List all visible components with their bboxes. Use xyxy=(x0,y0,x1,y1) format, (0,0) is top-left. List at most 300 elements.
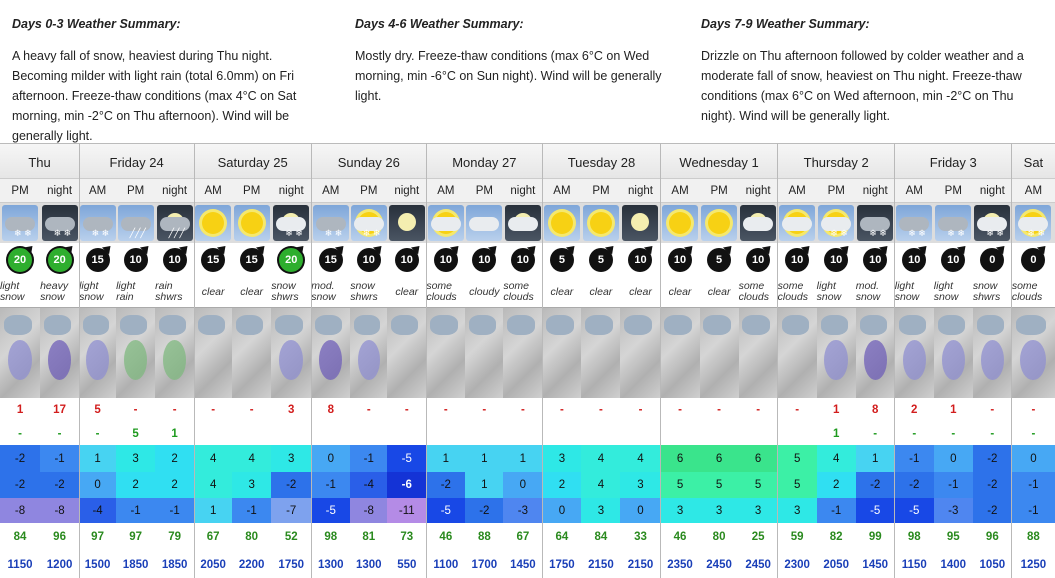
map-image xyxy=(542,308,581,398)
wind-chill-cell: -1 xyxy=(817,498,856,523)
forecast-map xyxy=(194,308,232,398)
wind-arrow-icon: 10 xyxy=(124,248,148,272)
weather-summary-text: some clouds xyxy=(1011,280,1043,303)
wind-chill-cell: -5 xyxy=(311,498,350,523)
freezing-level-value: 2150 xyxy=(588,558,614,571)
forecast-map xyxy=(620,308,660,398)
min-temp-cell: -6 xyxy=(387,472,426,498)
wind-cell xyxy=(387,243,426,277)
weather-icon-cell xyxy=(465,203,503,243)
wind-arrow-icon: 10 xyxy=(511,248,535,272)
max-temp-row xyxy=(0,445,1055,472)
max-temp-cell: 0 xyxy=(934,445,973,472)
sea-shape xyxy=(782,315,809,335)
freezing-level-value: 1450 xyxy=(862,558,889,571)
humidity-value: 96 xyxy=(985,531,999,543)
map-image xyxy=(271,308,311,398)
rain-amount: - xyxy=(95,428,100,440)
map-image xyxy=(426,308,465,398)
precip-overlay xyxy=(707,340,730,381)
rain-amount xyxy=(778,423,817,445)
max-temp-cell: 6 xyxy=(739,445,778,472)
sea-shape xyxy=(159,315,186,335)
humidity-value: 82 xyxy=(829,531,843,543)
max-temp-cell: 3 xyxy=(271,445,311,472)
weather-icon-cell xyxy=(503,203,542,243)
cloud-shape xyxy=(782,217,812,231)
min-temp-cell: 2 xyxy=(817,472,856,498)
weather-icon-cell xyxy=(79,203,116,243)
wind-arrow-icon: 10 xyxy=(163,248,187,272)
day-separator xyxy=(426,143,427,578)
period-label: AM xyxy=(1024,185,1043,197)
weather-icon-cell xyxy=(271,203,311,243)
sun-cloud-icon xyxy=(428,205,464,241)
wind-chill-cell: 3 xyxy=(778,498,817,523)
map-image xyxy=(116,308,155,398)
period-label: AM xyxy=(671,185,689,197)
rain-amount xyxy=(311,423,350,445)
forecast-map xyxy=(817,308,856,398)
day-separator xyxy=(660,143,661,578)
freezing-level-value: 1300 xyxy=(317,558,344,571)
min-temp-cell: 2 xyxy=(116,472,155,498)
precip-overlay xyxy=(628,340,652,381)
min-temp-cell: -2 xyxy=(856,472,895,498)
weather-icon-cell xyxy=(973,203,1012,243)
wind-cell xyxy=(311,243,350,277)
max-temp-cell: -1 xyxy=(40,445,79,472)
max-temp-cell: 1 xyxy=(79,445,116,472)
summary-days-7-9 xyxy=(689,0,1055,143)
humidity-value: 46 xyxy=(673,531,687,543)
max-temp-cell: 1 xyxy=(465,445,503,472)
weather-summary-text: snow shwrs xyxy=(350,280,378,303)
wind-arrow-icon: 10 xyxy=(785,248,809,272)
wind-cell xyxy=(271,243,311,277)
map-image xyxy=(1012,308,1055,398)
snowflake-icon: ❄ ❄ xyxy=(91,228,110,238)
wind-chill-cell: -11 xyxy=(387,498,426,523)
day-separator xyxy=(777,143,778,578)
wind-chill-cell: -3 xyxy=(503,498,542,523)
weather-summary-text: snow shwrs xyxy=(972,280,1001,303)
sun-icon xyxy=(662,205,698,241)
sea-shape xyxy=(507,315,534,335)
weather-summary-text: mod. snow xyxy=(311,280,336,303)
period-label: PM xyxy=(592,185,610,197)
wind-cell xyxy=(1012,243,1055,277)
sun-icon xyxy=(234,205,270,241)
min-temp-cell: 5 xyxy=(739,472,778,498)
period-label: night xyxy=(394,185,420,197)
wind-arrow-icon: 10 xyxy=(668,248,692,272)
day-separator xyxy=(194,143,195,578)
forecast-map xyxy=(116,308,155,398)
precip-overlay xyxy=(86,340,108,381)
freezing-level-value: 2050 xyxy=(823,558,849,571)
sun-icon xyxy=(583,205,619,241)
forecast-map xyxy=(973,308,1012,398)
min-temp-cell: 3 xyxy=(620,472,660,498)
summary-title: Days 4-6 Weather Summary: xyxy=(355,17,524,31)
humidity-value: 88 xyxy=(477,531,491,543)
max-temp-cell: 3 xyxy=(116,445,155,472)
forecast-map xyxy=(581,308,620,398)
forecast-map xyxy=(778,308,817,398)
precip-overlay xyxy=(824,340,847,381)
humidity-value: 88 xyxy=(1027,531,1040,543)
snowflake-icon: ❄ ❄ xyxy=(324,228,343,238)
weather-summary-text: light snow xyxy=(816,280,842,303)
wind-arrow-icon: 10 xyxy=(863,248,887,272)
freezing-level-value: 1850 xyxy=(161,558,188,571)
rain-amount xyxy=(465,423,503,445)
freezing-level-value: 2450 xyxy=(745,558,771,571)
rain-amount: 1 xyxy=(171,428,178,440)
snow-cloud-icon xyxy=(857,205,893,241)
forecast-map xyxy=(465,308,503,398)
sea-shape xyxy=(83,315,109,335)
map-image xyxy=(311,308,350,398)
humidity-value: 97 xyxy=(91,531,104,543)
sea-shape xyxy=(742,315,769,335)
wind-chill-cell: 3 xyxy=(581,498,620,523)
max-temp-cell: 4 xyxy=(194,445,232,472)
min-temp-cell: -2 xyxy=(271,472,311,498)
weather-icon-cell xyxy=(778,203,817,243)
forecast-map xyxy=(739,308,778,398)
wind-arrow-icon: 10 xyxy=(357,248,381,272)
wind-cell xyxy=(155,243,194,277)
sun-cloud-icon xyxy=(779,205,815,241)
weather-summary-text: rain shwrs xyxy=(155,280,183,303)
summary-title: Days 0-3 Weather Summary: xyxy=(12,17,181,31)
freezing-level-value: 2050 xyxy=(200,558,226,571)
snowflake-icon: ❄ ❄ xyxy=(869,228,887,238)
weather-icon-cell xyxy=(817,203,856,243)
snow-cloud-icon xyxy=(935,205,971,241)
precip-overlay xyxy=(202,340,225,381)
precip-overlay xyxy=(8,340,32,381)
snow-amount: - xyxy=(559,404,564,416)
forecast-map xyxy=(426,308,465,398)
day-separator xyxy=(1011,143,1012,578)
sea-shape xyxy=(354,315,380,335)
rain-amount: - xyxy=(1031,428,1036,440)
day-label: Thursday 2 xyxy=(803,154,869,170)
map-image xyxy=(79,308,116,398)
freezing-level-value: 1850 xyxy=(122,558,149,571)
forecast-map xyxy=(661,308,700,398)
raindrop-icon: ╱╱╱ xyxy=(129,228,146,238)
precip-overlay xyxy=(668,340,691,381)
wind-chill-cell: 3 xyxy=(661,498,700,523)
map-image xyxy=(661,308,700,398)
period-row xyxy=(0,179,1055,203)
day-label: Wednesday 1 xyxy=(679,154,759,170)
sea-shape xyxy=(938,315,965,335)
day-label: Monday 27 xyxy=(452,154,517,170)
sea-shape xyxy=(664,315,691,335)
max-temp-cell: 4 xyxy=(620,445,660,472)
rain-amount xyxy=(620,423,660,445)
freezing-level-value: 2200 xyxy=(238,558,265,571)
weather-icon-cell xyxy=(155,203,194,243)
cloud-shape xyxy=(469,217,499,231)
precip-overlay xyxy=(864,340,887,381)
map-image xyxy=(155,308,194,398)
wind-cell xyxy=(116,243,155,277)
day-header-row xyxy=(0,143,1055,179)
wind-chill-cell: -5 xyxy=(426,498,465,523)
humidity-value: 96 xyxy=(53,531,66,543)
period-label: PM xyxy=(710,185,728,197)
freezing-level-value: 1450 xyxy=(510,558,536,571)
period-label: AM xyxy=(905,185,923,197)
rain-amount: 1 xyxy=(832,428,840,440)
raindrop-icon: ╱╱╱ xyxy=(168,228,185,238)
wind-chill-cell: 3 xyxy=(739,498,778,523)
sea-shape xyxy=(1016,315,1046,335)
rain-amount xyxy=(503,423,542,445)
precip-overlay xyxy=(550,340,573,381)
max-temp-cell: 4 xyxy=(232,445,271,472)
weather-icon-cell xyxy=(856,203,895,243)
wind-arrow-icon: 10 xyxy=(395,248,419,272)
wind-cell xyxy=(232,243,271,277)
snow-cloud-icon xyxy=(80,205,116,241)
forecast-map xyxy=(895,308,934,398)
wind-arrow-icon: 20 xyxy=(48,248,72,272)
weather-icon-row xyxy=(0,203,1055,243)
max-temp-cell: -1 xyxy=(350,445,387,472)
precip-overlay xyxy=(473,340,496,381)
humidity-value: 84 xyxy=(594,531,608,543)
period-label: PM xyxy=(126,185,145,197)
period-label: AM xyxy=(437,185,455,197)
period-label: night xyxy=(47,185,73,197)
min-temp-cell: 2 xyxy=(542,472,581,498)
snowflake-icon: ❄ ❄ xyxy=(53,228,72,238)
wind-arrow-icon: 0 xyxy=(980,248,1004,272)
precip-overlay xyxy=(358,340,380,381)
wind-cell xyxy=(503,243,542,277)
wind-arrow-icon: 10 xyxy=(824,248,848,272)
snow-amount: 1 xyxy=(950,404,957,416)
weather-summary-text: clear xyxy=(550,285,574,298)
rain-amount: - xyxy=(57,428,62,440)
forecast-map xyxy=(311,308,350,398)
wind-cell xyxy=(620,243,660,277)
moon-cloud-icon xyxy=(740,205,776,241)
map-image xyxy=(817,308,856,398)
sun-snow-icon xyxy=(351,205,387,241)
wind-arrow-icon: 10 xyxy=(628,248,652,272)
moon-shape xyxy=(398,213,416,231)
weather-summary-text: clear xyxy=(629,285,652,298)
weather-icon-cell xyxy=(542,203,581,243)
forecast-table xyxy=(0,143,1055,578)
precip-overlay xyxy=(48,340,71,381)
sea-shape xyxy=(703,315,730,335)
forecast-map xyxy=(79,308,116,398)
wind-cell xyxy=(40,243,79,277)
freezing-level-value: 1750 xyxy=(278,558,305,571)
snow-amount: 17 xyxy=(53,404,66,416)
forecast-map xyxy=(232,308,271,398)
weather-summary-text: heavy snow xyxy=(40,280,69,303)
weather-icon-cell xyxy=(620,203,660,243)
freezing-level-value: 1150 xyxy=(7,558,33,571)
snow-amount: - xyxy=(520,404,525,416)
sea-shape xyxy=(585,315,612,335)
sea-shape xyxy=(44,315,71,335)
min-temp-cell: -2 xyxy=(426,472,465,498)
sea-shape xyxy=(899,315,926,335)
precip-overlay xyxy=(942,340,965,381)
max-temp-cell: -5 xyxy=(387,445,426,472)
freezing-level-value: 1100 xyxy=(433,558,459,571)
map-image xyxy=(232,308,271,398)
period-label: AM xyxy=(88,185,107,197)
sun-shape xyxy=(551,212,573,234)
weather-icon-cell xyxy=(581,203,620,243)
freezing-level-value: 1300 xyxy=(355,558,382,571)
rain-amount xyxy=(271,423,311,445)
map-image xyxy=(387,308,426,398)
max-temp-cell: 0 xyxy=(1012,445,1055,472)
humidity-value: 67 xyxy=(206,531,220,543)
sea-shape xyxy=(546,315,573,335)
weather-icon-cell xyxy=(1012,203,1055,243)
period-label: night xyxy=(979,185,1005,197)
wind-cell xyxy=(661,243,700,277)
weather-icon-cell xyxy=(311,203,350,243)
period-label: PM xyxy=(243,185,261,197)
wind-arrow-icon: 5 xyxy=(589,248,613,272)
humidity-value: 80 xyxy=(712,531,726,543)
snowflake-icon: ❄ ❄ xyxy=(1027,228,1045,238)
sun-icon xyxy=(195,205,231,241)
min-temp-cell: -2 xyxy=(40,472,79,498)
wind-chill-cell: -1 xyxy=(155,498,194,523)
forecast-map xyxy=(40,308,79,398)
weather-icon-cell xyxy=(426,203,465,243)
freezing-level-value: 1400 xyxy=(940,558,967,571)
map-image xyxy=(465,308,503,398)
forecast-map xyxy=(856,308,895,398)
snow-amount: 1 xyxy=(832,404,840,416)
map-image xyxy=(778,308,817,398)
rain-amount: - xyxy=(912,428,917,440)
freezing-level-value: 2350 xyxy=(667,558,693,571)
cloud-shape xyxy=(431,217,461,231)
weather-icon-cell xyxy=(194,203,232,243)
day-label: Saturday 25 xyxy=(217,154,288,170)
forecast-map xyxy=(503,308,542,398)
map-image xyxy=(503,308,542,398)
cloud-shape xyxy=(743,217,773,231)
day-separator xyxy=(79,143,80,578)
wind-arrow-icon: 5 xyxy=(707,248,731,272)
weather-icon-cell xyxy=(40,203,79,243)
rain-amount xyxy=(387,423,426,445)
freezing-level-value: 1750 xyxy=(549,558,575,571)
snow-amount: 5 xyxy=(94,404,101,416)
period-label: night xyxy=(862,185,888,197)
humidity-value: 59 xyxy=(790,531,804,543)
wind-arrow-icon: 10 xyxy=(941,248,965,272)
humidity-row xyxy=(0,523,1055,551)
rain-amount: 5 xyxy=(132,428,139,440)
map-image xyxy=(620,308,660,398)
wind-chill-cell: -5 xyxy=(856,498,895,523)
day-label: Friday 24 xyxy=(109,154,164,170)
snow-cloud-icon xyxy=(2,205,38,241)
precip-overlay xyxy=(395,340,418,381)
period-label: night xyxy=(278,185,304,197)
sun-icon xyxy=(544,205,580,241)
min-temp-cell: -1 xyxy=(934,472,973,498)
forecast-map xyxy=(934,308,973,398)
snow-amount: - xyxy=(756,404,761,416)
wind-arrow-icon: 0 xyxy=(1021,248,1045,272)
freezing-level-value: 1700 xyxy=(471,558,498,571)
min-temp-cell: 5 xyxy=(778,472,817,498)
moon-cloud-icon xyxy=(505,205,541,241)
humidity-value: 52 xyxy=(284,531,298,543)
day-label: Sat xyxy=(1023,154,1044,170)
snow-amount: - xyxy=(482,404,487,416)
forecast-map xyxy=(0,308,40,398)
snow-amount: 3 xyxy=(288,404,295,416)
wind-cell xyxy=(79,243,116,277)
weather-summary-panel xyxy=(0,0,1055,143)
weather-icon-cell xyxy=(661,203,700,243)
wind-row xyxy=(0,243,1055,277)
moon-snow-icon xyxy=(273,205,309,241)
weather-summary-text: light snow xyxy=(894,280,920,303)
sea-shape xyxy=(860,315,887,335)
rain-amount xyxy=(581,423,620,445)
rain-amount xyxy=(661,423,700,445)
sea-shape xyxy=(275,315,303,335)
wind-arrow-icon: 15 xyxy=(319,248,343,272)
weather-summary-text: clear xyxy=(395,285,419,298)
moon-snow-icon xyxy=(974,205,1010,241)
wind-chill-cell: 0 xyxy=(542,498,581,523)
max-temp-cell: 1 xyxy=(856,445,895,472)
wind-cell xyxy=(973,243,1012,277)
weather-summary-text: clear xyxy=(240,285,264,298)
period-label: AM xyxy=(553,185,571,197)
weather-icon-cell xyxy=(116,203,155,243)
freezing-level-value: 1500 xyxy=(84,558,111,571)
moon-shape xyxy=(631,213,649,231)
wind-chill-cell: -3 xyxy=(934,498,973,523)
wind-arrow-icon: 5 xyxy=(550,248,574,272)
day-separator xyxy=(894,143,895,578)
snow-amount: - xyxy=(717,404,721,416)
forecast-map xyxy=(700,308,739,398)
snow-amount: 8 xyxy=(327,404,334,416)
min-temp-cell: 2 xyxy=(155,472,194,498)
wind-cell xyxy=(700,243,739,277)
snow-amount: 1 xyxy=(16,404,24,416)
weather-icon-cell xyxy=(895,203,934,243)
wind-chill-cell: 1 xyxy=(194,498,232,523)
